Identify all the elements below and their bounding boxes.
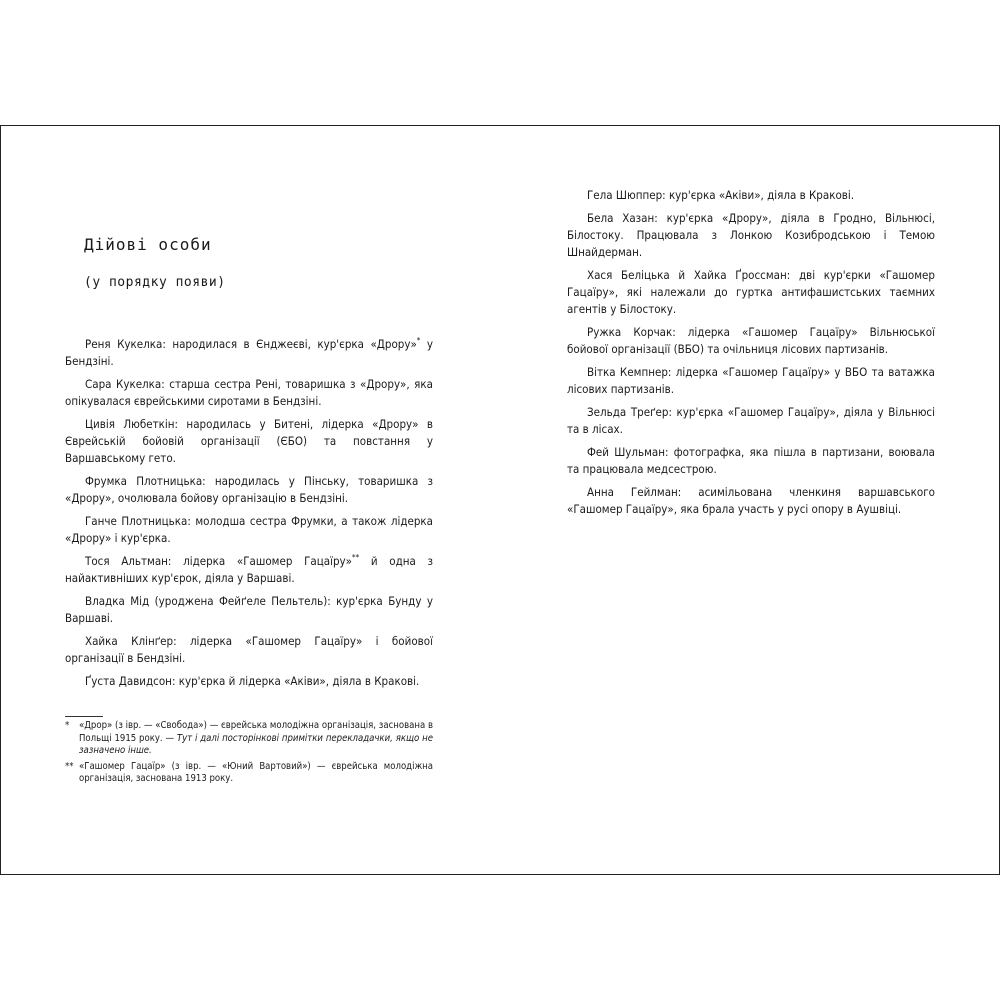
footnotes: [65, 716, 433, 789]
character-entry: Вітка Кемпнер: лідерка «Гашомер Гацаїру» у ВБО та ватажка лісових партизанів.: [567, 365, 935, 396]
character-entry: Тося Альтман: лідерка «Гашомер Гацаїру»** й одна з найактивніших кур'єрок, діяла у Варшаві.: [65, 553, 433, 585]
footnote-marker: **: [65, 760, 74, 772]
character-entry: Зельда Треґер: кур'єрка «Гашомер Гацаїру», діяла у Вільнюсі та в лісах.: [567, 405, 935, 436]
character-entry: Ґуста Давидсон: кур'єрка й лідерка «Аківи», діяла в Кракові.: [85, 674, 420, 688]
footnote-mark: *: [416, 336, 421, 346]
character-entry: Хайка Клінґер: лідерка «Гашомер Гацаїру» і бойової організації в Бендзіні.: [65, 634, 433, 665]
left-column: [65, 336, 433, 696]
character-entry: Владка Мід (уроджена Фейґеле Пельтель): кур'єрка Бунду у Варшаві.: [65, 594, 433, 625]
page-subtitle: (у порядку появи): [84, 275, 226, 290]
character-entry: Сара Кукелка: старша сестра Рені, товаришка з «Дрору», яка опікувалася єврейськими сиротами в Бендзіні.: [65, 377, 433, 408]
page-title: Дійові особи: [84, 235, 212, 254]
character-entry: Фей Шульман: фотографка, яка пішла в партизани, воювала та працювала медсестрою.: [567, 445, 935, 476]
right-column: [567, 187, 935, 524]
footnote: * «Дрор» (з івр. — «Свобода») — єврейська молодіжна організація, заснована в Польщі 1915 року. — Тут і далі посторінкові примітки перекладачки, якщо не зазначено інше.: [65, 720, 433, 756]
character-entry: Анна Гейлман: асимільована членкиня варшавського «Гашомер Гацаїру», яка брала участь у русі опору в Аушвіці.: [567, 485, 935, 516]
footnote-rule: [65, 716, 103, 717]
character-entry: Цивія Любеткін: народилась у Битені, лідерка «Дрору» в Єврейській бойовій організації (ЄБО) та повстання у Варшавському гето.: [65, 417, 433, 465]
character-entry: Ружка Корчак: лідерка «Гашомер Гацаїру» Вільнюської бойової організації (ВБО) та очільниця лісових партизанів.: [567, 325, 935, 356]
character-entry: Гела Шюппер: кур'єрка «Аківи», діяла в Кракові.: [587, 188, 855, 202]
footnote-mark: **: [352, 553, 360, 563]
character-entry: Реня Кукелка: народилася в Єнджеєві, кур'єрка «Дрору»* у Бендзіні.: [65, 336, 434, 368]
footnote-marker: *: [65, 720, 70, 731]
character-entry: Бела Хазан: кур'єрка «Дрору», діяла в Гродно, Вільнюсі, Білостоку. Працювала з Лонкою Козибродською і Темою Шнайдерман.: [567, 211, 935, 259]
character-entry: Хася Беліцька й Хайка Ґроссман: дві кур'єрки «Гашомер Гацаїру», які належали до гуртка антифашистських таємних агентів у Білостоку.: [567, 268, 935, 316]
character-entry: Фрумка Плотницька: народилась у Пінську, товаришка з «Дрору», очолювала бойову організацію в Бендзіні.: [65, 474, 433, 505]
footnote: ** «Гашомер Гацаїр» (з івр. — «Юний Вартовий») — єврейська молодіжна організація, заснована 1913 року.: [65, 760, 433, 784]
character-entry: Ганче Плотницька: молодша сестра Фрумки, а також лідерка «Дрору» і кур'єрка.: [65, 514, 433, 545]
